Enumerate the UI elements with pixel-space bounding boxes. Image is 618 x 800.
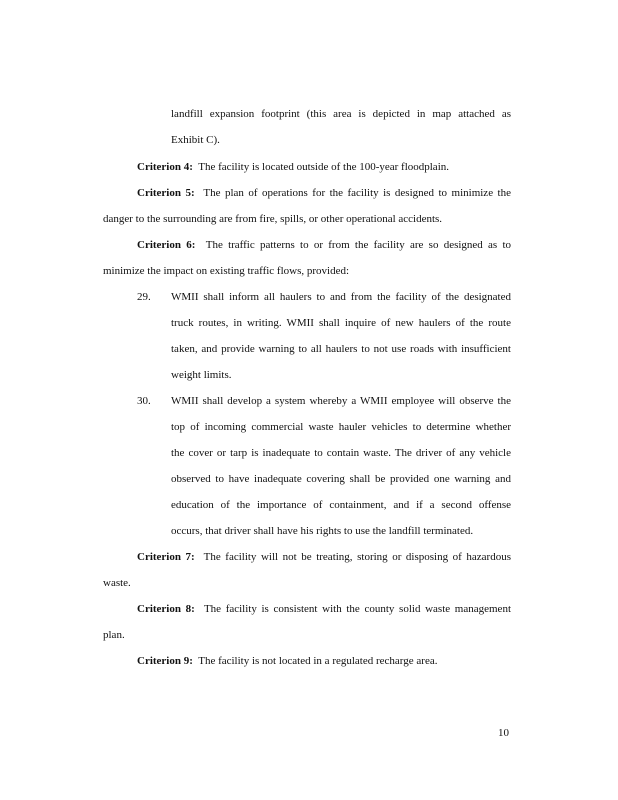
criterion-5-text-1: The plan of operations for the facility is designed to minimize the bbox=[203, 187, 511, 199]
item-30-line-5: education of the importance of containment, and if a second offense bbox=[171, 499, 511, 511]
item-30-line-3: the cover or tarp is inadequate to contain waste. The driver of any vehicle bbox=[171, 447, 511, 459]
continuation-line-1: landfill expansion footprint (this area is depicted in map attached as bbox=[171, 108, 511, 120]
criterion-6-text-1: The traffic patterns to or from the facility are so designed as to bbox=[205, 239, 512, 251]
item-30-line-4: observed to have inadequate covering shall be provided one warning and bbox=[171, 473, 511, 485]
continuation-line-2: Exhibit C). bbox=[171, 134, 220, 146]
item-29-line-1: WMII shall inform all haulers to and from the facility of the designated bbox=[171, 291, 511, 303]
criterion-9-paragraph bbox=[137, 654, 437, 668]
criterion-7-text-1: The facility will not be treating, storing or disposing of hazardous bbox=[203, 551, 511, 563]
criterion-6-label: Criterion 6: bbox=[137, 239, 196, 251]
criterion-7-line-2: waste. bbox=[103, 577, 131, 589]
item-30-number: 30. bbox=[137, 395, 151, 407]
item-29-line-4: weight limits. bbox=[171, 369, 232, 381]
criterion-9-text: The facility is not located in a regulated recharge area. bbox=[198, 655, 438, 667]
criterion-4-label: Criterion 4: bbox=[137, 161, 193, 173]
criterion-6-line-2: minimize the impact on existing traffic flows, provided: bbox=[103, 265, 350, 277]
item-30-line-6: occurs, that driver shall have his rights to use the landfill terminated. bbox=[171, 525, 474, 537]
criterion-6-line-1 bbox=[137, 238, 511, 252]
criterion-9-label: Criterion 9: bbox=[137, 655, 193, 667]
criterion-5-line-2: danger to the surrounding are from fire, spills, or other operational accidents. bbox=[103, 213, 443, 225]
criterion-4-paragraph bbox=[137, 160, 449, 174]
criterion-8-label: Criterion 8: bbox=[137, 603, 195, 615]
criterion-4-text: The facility is located outside of the 100-year floodplain. bbox=[198, 161, 450, 173]
criterion-8-line-1 bbox=[137, 602, 511, 616]
criterion-5-label: Criterion 5: bbox=[137, 187, 195, 199]
criterion-7-label: Criterion 7: bbox=[137, 551, 195, 563]
criterion-5-line-1 bbox=[137, 186, 511, 200]
item-30-line-2: top of incoming commercial waste hauler vehicles to determine whether bbox=[171, 421, 511, 433]
criterion-8-line-2: plan. bbox=[103, 629, 125, 641]
page-number: 10 bbox=[498, 727, 509, 739]
item-29-line-2: truck routes, in writing. WMII shall inquire of new haulers of the route bbox=[171, 317, 511, 329]
criterion-7-line-1 bbox=[137, 550, 511, 564]
item-30-line-1: WMII shall develop a system whereby a WMII employee will observe the bbox=[171, 395, 511, 407]
item-29-line-3: taken, and provide warning to all haulers to not use roads with insufficient bbox=[171, 343, 511, 355]
item-29-number: 29. bbox=[137, 291, 151, 303]
criterion-8-text-1: The facility is consistent with the county solid waste management bbox=[203, 603, 511, 615]
